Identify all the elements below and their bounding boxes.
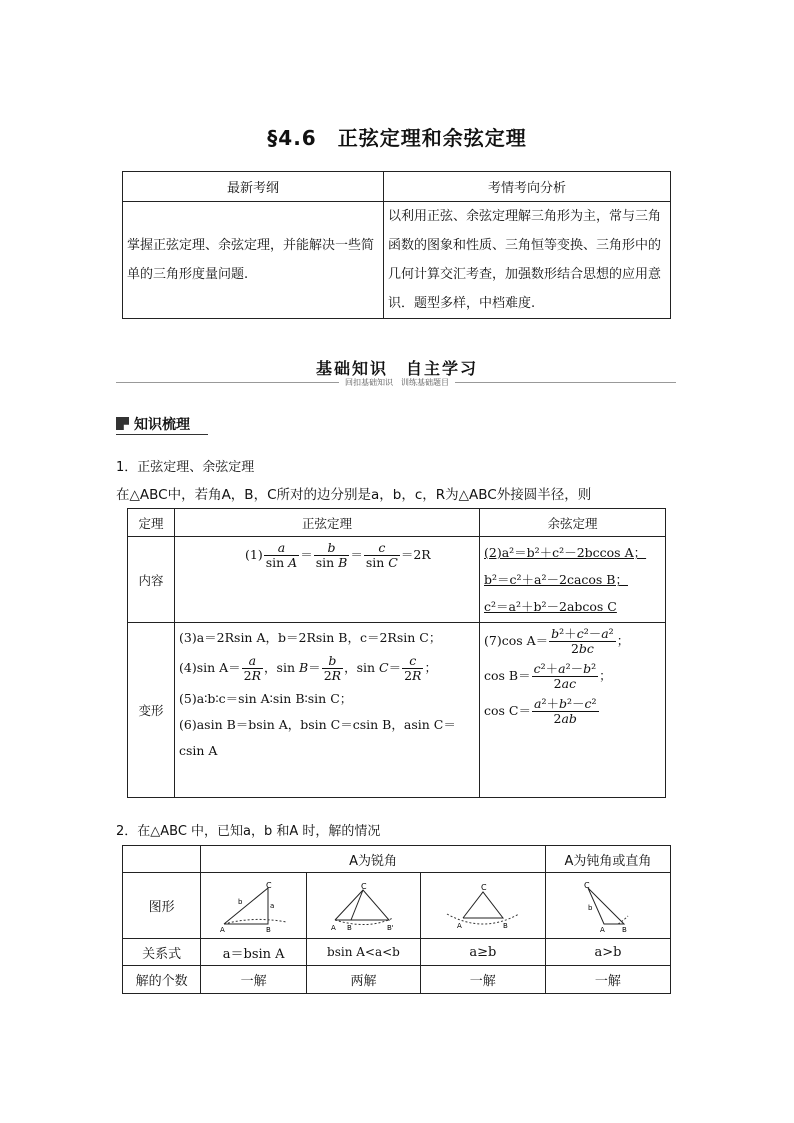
triangle-diagram-3	[443, 880, 523, 932]
variant-3: (3)a＝2Rsin A，b＝2Rsin B，c＝2Rsin C；	[179, 630, 442, 645]
row-figure-label: 图形	[123, 873, 201, 939]
overview-cell-1: 掌握正弦定理、余弦定理，并能解决一些简单的三角形度量问题.	[123, 202, 384, 319]
svg-text:b: b	[237, 897, 243, 906]
svg-text:B: B	[265, 925, 271, 932]
theorem-table	[127, 508, 666, 798]
variant-7a: (7)cos A＝ $\frac{\text{b²＋c²－a²}}{2bc}$ ；	[484, 626, 630, 656]
svg-text:C: C	[583, 880, 590, 890]
svg-text:A: A	[331, 923, 337, 932]
cases-table	[122, 845, 671, 994]
page-title: §4.6 正弦定理和余弦定理	[267, 126, 527, 150]
paragraph-2: 2．在△ABC 中，已知a，b 和A 时，解的情况	[116, 824, 381, 839]
row-count-label: 解的个数	[123, 966, 201, 994]
svg-text:b: b	[587, 903, 593, 912]
figure-one-solution-right	[201, 873, 307, 939]
relation-cell: bsin A<a<b	[307, 939, 421, 966]
overview-header-2: 考情考向分析	[384, 172, 671, 202]
row-label-content: 内容	[128, 537, 175, 623]
tag-square-icon	[116, 417, 129, 430]
section-heading: 基础知识 自主学习	[315, 359, 478, 378]
section-tag: 知识梳理	[116, 414, 190, 434]
svg-text:A: A	[219, 925, 225, 932]
sine-variants-cell	[175, 623, 480, 798]
svg-text:B': B'	[387, 923, 395, 932]
cases-corner	[123, 846, 201, 873]
overview-header-1: 最新考纲	[123, 172, 384, 202]
svg-text:A: A	[599, 925, 605, 932]
row-relation-label: 关系式	[123, 939, 201, 966]
figure-one-solution-a-ge-b	[420, 873, 545, 939]
svg-text:A: A	[456, 921, 462, 930]
triangle-diagram-2	[323, 880, 403, 932]
cosine-law-c: c²＝a²＋b²－2abcos C	[484, 599, 617, 614]
svg-text:C: C	[361, 881, 368, 891]
variant-7b: cos B＝ $\frac{\text{c²＋a²－b²}}{2ac}$ ；	[484, 661, 612, 691]
svg-text:B: B	[621, 925, 627, 932]
tag-underline	[116, 434, 208, 435]
svg-text:C: C	[480, 882, 487, 892]
theorem-header-0: 定理	[128, 509, 175, 537]
variant-7c: cos C＝ $\frac{\text{a²＋b²－c²}}{2ab}$	[484, 696, 597, 726]
paragraph-1-text: 在△ABC中，若角A，B，C所对的边分别是a，b，c，R为△ABC外接圆半径，则	[116, 487, 592, 503]
svg-text:C: C	[265, 880, 272, 890]
overview-cell-2: 以利用正弦、余弦定理解三角形为主，常与三角函数的图象和性质、三角恒等变换、三角形中的几何计算交汇考查，加强数形结合思想的应用意识．题型多样，中档难度.	[384, 202, 671, 319]
variant-5: (5)a∶b∶c＝sin A∶sin B∶sin C；	[179, 691, 353, 706]
variant-4: (4)sin A＝ $\frac{a}{2R}$ ，sin B＝ $\frac{b}{2R}$ ，sin C＝ $\frac{c}{2R}$ ；	[179, 653, 437, 683]
theorem-header-1: 正弦定理	[175, 509, 480, 537]
cosine-law-a: (2)a²＝b²＋c²－2bccos A；	[484, 545, 647, 560]
header-obtuse: A为钝角或直角	[545, 846, 670, 873]
triangle-diagram-1	[214, 880, 294, 932]
overview-table	[122, 171, 671, 319]
figure-obtuse	[545, 873, 670, 939]
header-acute: A为锐角	[201, 846, 546, 873]
cosine-law-cell	[480, 537, 666, 623]
solution-count-cell: 一解	[201, 966, 307, 994]
variant-6: (6)asin B＝bsin A，bsin C＝csin B，asin C＝csin A	[179, 717, 456, 758]
theorem-header-2: 余弦定理	[480, 509, 666, 537]
triangle-diagram-4	[568, 880, 648, 932]
svg-text:B: B	[502, 921, 508, 930]
cosine-variants-cell	[480, 623, 666, 798]
solution-count-cell: 两解	[307, 966, 421, 994]
section-subheading: 回扣基础知识 训练基础题目	[0, 377, 794, 388]
svg-text:B: B	[347, 923, 353, 932]
relation-cell: a≥b	[420, 939, 545, 966]
relation-cell: a＝bsin A	[201, 939, 307, 966]
cosine-law-b: b²＝c²＋a²－2cacos B；	[484, 572, 628, 587]
svg-text:a: a	[269, 901, 274, 910]
solution-count-cell: 一解	[545, 966, 670, 994]
sine-law-cell: (1) $\frac{a}{\text{sin A}}$ ＝ $\frac{b}{\text{sin B}}$ ＝ $\frac{c}{\text{sin C}}$ ＝2R	[175, 537, 480, 623]
paragraph-1-heading: 1．正弦定理、余弦定理	[116, 460, 255, 475]
relation-cell: a>b	[545, 939, 670, 966]
solution-count-cell: 一解	[420, 966, 545, 994]
row-label-variants: 变形	[128, 623, 175, 798]
figure-two-solutions	[307, 873, 421, 939]
